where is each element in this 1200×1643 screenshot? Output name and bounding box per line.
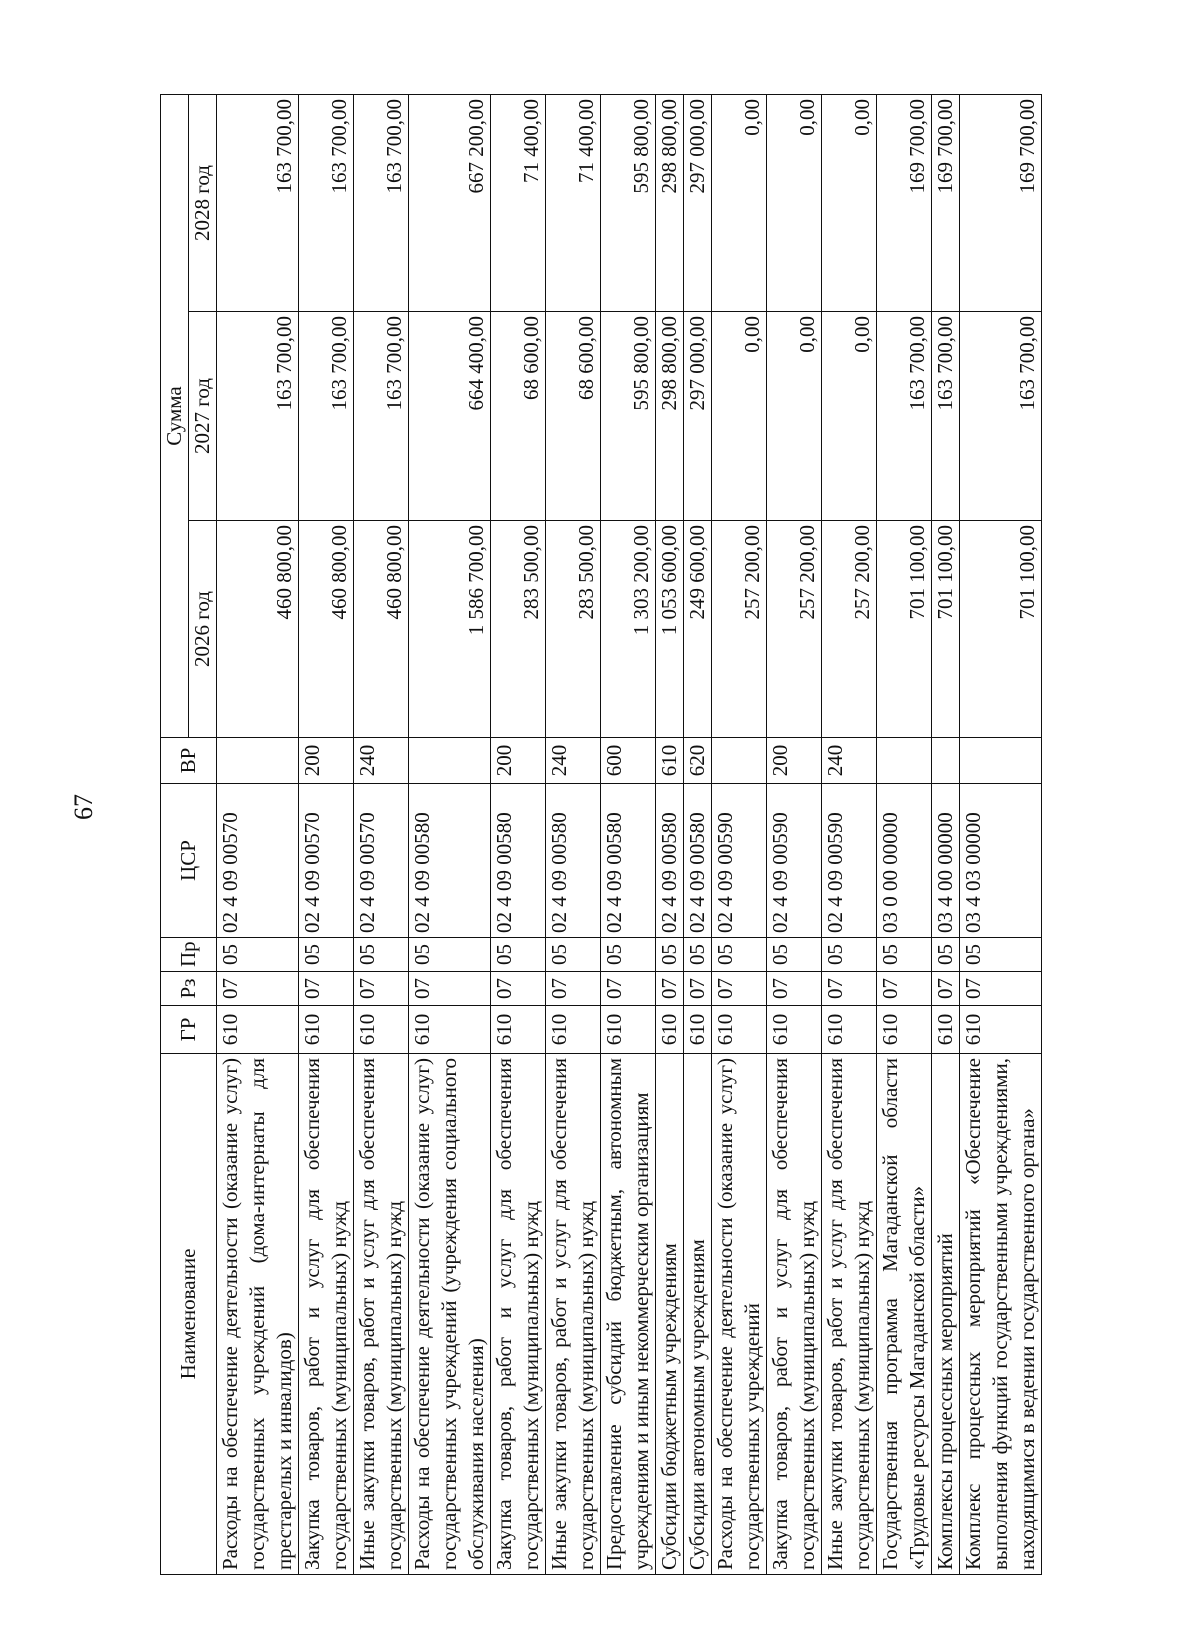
table-row (767, 94, 822, 1574)
row-sum-2027: 0,00 (822, 312, 877, 521)
row-vr (932, 738, 960, 784)
table-row (299, 94, 354, 1574)
row-sum-2026: 460 800,00 (217, 521, 299, 738)
row-vr: 200 (491, 738, 546, 784)
row-sum-2027: 68 600,00 (491, 312, 546, 521)
budget-table (160, 94, 1042, 1575)
row-gr: 610 (546, 1006, 601, 1054)
row-sum-2026: 460 800,00 (354, 521, 409, 738)
row-csr: 02 4 09 00580 (601, 784, 656, 938)
row-sum-2027: 163 700,00 (932, 312, 960, 521)
header-csr: ЦСР (161, 784, 217, 938)
row-csr: 02 4 09 00580 (409, 784, 491, 938)
rotated-table-container (160, 95, 1080, 1575)
row-sum-2027: 664 400,00 (409, 312, 491, 521)
row-gr: 610 (656, 1006, 684, 1054)
row-rz: 07 (299, 972, 354, 1006)
row-sum-2027: 163 700,00 (960, 312, 1042, 521)
row-gr: 610 (877, 1006, 932, 1054)
row-rz: 07 (491, 972, 546, 1006)
row-rz: 07 (932, 972, 960, 1006)
row-rz: 07 (217, 972, 299, 1006)
table-row (656, 94, 684, 1574)
row-vr (712, 738, 767, 784)
row-rz: 07 (960, 972, 1042, 1006)
row-sum-2026: 701 100,00 (877, 521, 932, 738)
row-name: Закупка товаров, работ и услуг для обеспечения государственных (муниципальных) нужд (299, 1054, 354, 1575)
row-name: Расходы на обеспечение деятельности (оказание услуг) государственных учреждений (учреждения социального обслуживания населения) (409, 1054, 491, 1575)
row-sum-2026: 257 200,00 (822, 521, 877, 738)
row-vr (877, 738, 932, 784)
row-gr: 610 (217, 1006, 299, 1054)
row-gr: 610 (299, 1006, 354, 1054)
table-row (217, 94, 299, 1574)
row-pr: 05 (877, 938, 932, 972)
row-csr: 02 4 09 00580 (684, 784, 712, 938)
row-sum-2028: 169 700,00 (932, 94, 960, 311)
table-row (712, 94, 767, 1574)
row-sum-2026: 257 200,00 (712, 521, 767, 738)
row-sum-2026: 249 600,00 (684, 521, 712, 738)
header-2027: 2027 год (189, 312, 217, 521)
row-sum-2028: 163 700,00 (299, 94, 354, 311)
row-gr: 610 (960, 1006, 1042, 1054)
row-csr: 03 0 00 00000 (877, 784, 932, 938)
row-vr: 240 (822, 738, 877, 784)
row-sum-2026: 257 200,00 (767, 521, 822, 738)
row-pr: 05 (491, 938, 546, 972)
row-vr (217, 738, 299, 784)
page-number: 67 (69, 794, 98, 820)
header-gr: ГР (161, 1006, 217, 1054)
row-sum-2027: 298 800,00 (656, 312, 684, 521)
row-pr: 05 (767, 938, 822, 972)
row-pr: 05 (546, 938, 601, 972)
row-sum-2026: 460 800,00 (299, 521, 354, 738)
table-row (601, 94, 656, 1574)
table-row (491, 94, 546, 1574)
row-gr: 610 (684, 1006, 712, 1054)
header-pr: Пр (161, 938, 217, 972)
row-gr: 610 (491, 1006, 546, 1054)
row-name: Закупка товаров, работ и услуг для обеспечения государственных (муниципальных) нужд (491, 1054, 546, 1575)
row-name: Расходы на обеспечение деятельности (оказание услуг) государственных учреждений (712, 1054, 767, 1575)
row-gr: 610 (767, 1006, 822, 1054)
row-sum-2028: 163 700,00 (217, 94, 299, 311)
row-sum-2028: 667 200,00 (409, 94, 491, 311)
row-vr: 240 (546, 738, 601, 784)
row-rz: 07 (684, 972, 712, 1006)
row-name: Субсидии автономным учреждениям (684, 1054, 712, 1575)
table-row (932, 94, 960, 1574)
row-name: Расходы на обеспечение деятельности (оказание услуг) государственных учреждений (дома-интернаты для престарелых и инвалидов) (217, 1054, 299, 1575)
row-sum-2028: 0,00 (712, 94, 767, 311)
header-2026: 2026 год (189, 521, 217, 738)
row-csr: 03 4 00 00000 (932, 784, 960, 938)
row-sum-2027: 68 600,00 (546, 312, 601, 521)
row-sum-2027: 595 800,00 (601, 312, 656, 521)
row-gr: 610 (354, 1006, 409, 1054)
row-name: Субсидии бюджетным учреждениям (656, 1054, 684, 1575)
table-row (546, 94, 601, 1574)
row-vr: 620 (684, 738, 712, 784)
row-sum-2026: 1 303 200,00 (601, 521, 656, 738)
table-row (354, 94, 409, 1574)
row-pr: 05 (656, 938, 684, 972)
row-sum-2028: 169 700,00 (877, 94, 932, 311)
row-sum-2027: 163 700,00 (217, 312, 299, 521)
row-sum-2028: 595 800,00 (601, 94, 656, 311)
row-gr: 610 (601, 1006, 656, 1054)
row-vr: 610 (656, 738, 684, 784)
row-sum-2028: 0,00 (822, 94, 877, 311)
row-sum-2026: 283 500,00 (491, 521, 546, 738)
table-row (409, 94, 491, 1574)
row-csr: 02 4 09 00580 (546, 784, 601, 938)
row-sum-2026: 1 586 700,00 (409, 521, 491, 738)
row-rz: 07 (767, 972, 822, 1006)
row-name: Закупка товаров, работ и услуг для обеспечения государственных (муниципальных) нужд (767, 1054, 822, 1575)
row-csr: 02 4 09 00570 (299, 784, 354, 938)
row-sum-2027: 163 700,00 (877, 312, 932, 521)
header-name: Наименование (161, 1054, 217, 1575)
row-sum-2028: 163 700,00 (354, 94, 409, 311)
row-vr: 240 (354, 738, 409, 784)
header-2028: 2028 год (189, 94, 217, 311)
row-pr: 05 (822, 938, 877, 972)
row-vr: 600 (601, 738, 656, 784)
row-rz: 07 (546, 972, 601, 1006)
row-csr: 02 4 09 00580 (656, 784, 684, 938)
row-gr: 610 (712, 1006, 767, 1054)
row-csr: 02 4 09 00590 (822, 784, 877, 938)
row-pr: 05 (409, 938, 491, 972)
row-sum-2028: 297 000,00 (684, 94, 712, 311)
row-rz: 07 (656, 972, 684, 1006)
row-pr: 05 (932, 938, 960, 972)
row-sum-2027: 0,00 (712, 312, 767, 521)
row-name: Комплекс процессных мероприятий «Обеспечение выполнения функций государственными учреждениями, находящимися в ведении государственного органа» (960, 1054, 1042, 1575)
row-name: Предоставление субсидий бюджетным, автономным учреждениям и иным некоммерческим организациям (601, 1054, 656, 1575)
row-gr: 610 (932, 1006, 960, 1054)
row-csr: 02 4 09 00580 (491, 784, 546, 938)
row-sum-2026: 283 500,00 (546, 521, 601, 738)
row-pr: 05 (960, 938, 1042, 972)
row-rz: 07 (354, 972, 409, 1006)
row-sum-2028: 71 400,00 (491, 94, 546, 311)
row-name: Государственная программа Магаданской области «Трудовые ресурсы Магаданской области» (877, 1054, 932, 1575)
row-csr: 02 4 09 00570 (217, 784, 299, 938)
row-csr: 02 4 09 00590 (767, 784, 822, 938)
row-csr: 03 4 03 00000 (960, 784, 1042, 938)
row-sum-2028: 0,00 (767, 94, 822, 311)
header-rz: Рз (161, 972, 217, 1006)
row-name: Иные закупки товаров, работ и услуг для обеспечения государственных (муниципальных) нужд (822, 1054, 877, 1575)
row-sum-2027: 297 000,00 (684, 312, 712, 521)
row-name: Комплексы процессных мероприятий (932, 1054, 960, 1575)
row-sum-2026: 1 053 600,00 (656, 521, 684, 738)
row-rz: 07 (409, 972, 491, 1006)
row-pr: 05 (601, 938, 656, 972)
row-name: Иные закупки товаров, работ и услуг для обеспечения государственных (муниципальных) нужд (546, 1054, 601, 1575)
row-name: Иные закупки товаров, работ и услуг для обеспечения государственных (муниципальных) нужд (354, 1054, 409, 1575)
row-sum-2027: 163 700,00 (299, 312, 354, 521)
row-pr: 05 (684, 938, 712, 972)
row-gr: 610 (822, 1006, 877, 1054)
table-row (960, 94, 1042, 1574)
row-sum-2027: 163 700,00 (354, 312, 409, 521)
header-sum: Сумма (161, 94, 189, 737)
row-sum-2028: 298 800,00 (656, 94, 684, 311)
row-pr: 05 (354, 938, 409, 972)
table-header (161, 94, 217, 1574)
table-row (877, 94, 932, 1574)
row-sum-2026: 701 100,00 (960, 521, 1042, 738)
row-pr: 05 (299, 938, 354, 972)
row-csr: 02 4 09 00570 (354, 784, 409, 938)
table-row (822, 94, 877, 1574)
row-vr: 200 (299, 738, 354, 784)
row-sum-2028: 169 700,00 (960, 94, 1042, 311)
row-sum-2027: 0,00 (767, 312, 822, 521)
row-pr: 05 (217, 938, 299, 972)
row-rz: 07 (877, 972, 932, 1006)
row-sum-2028: 71 400,00 (546, 94, 601, 311)
row-gr: 610 (409, 1006, 491, 1054)
row-rz: 07 (822, 972, 877, 1006)
row-vr (960, 738, 1042, 784)
row-rz: 07 (601, 972, 656, 1006)
row-vr (409, 738, 491, 784)
table-row (684, 94, 712, 1574)
row-sum-2026: 701 100,00 (932, 521, 960, 738)
row-vr: 200 (767, 738, 822, 784)
row-pr: 05 (712, 938, 767, 972)
header-vr: ВР (161, 738, 217, 784)
row-csr: 02 4 09 00590 (712, 784, 767, 938)
row-rz: 07 (712, 972, 767, 1006)
table-body (217, 94, 1042, 1574)
